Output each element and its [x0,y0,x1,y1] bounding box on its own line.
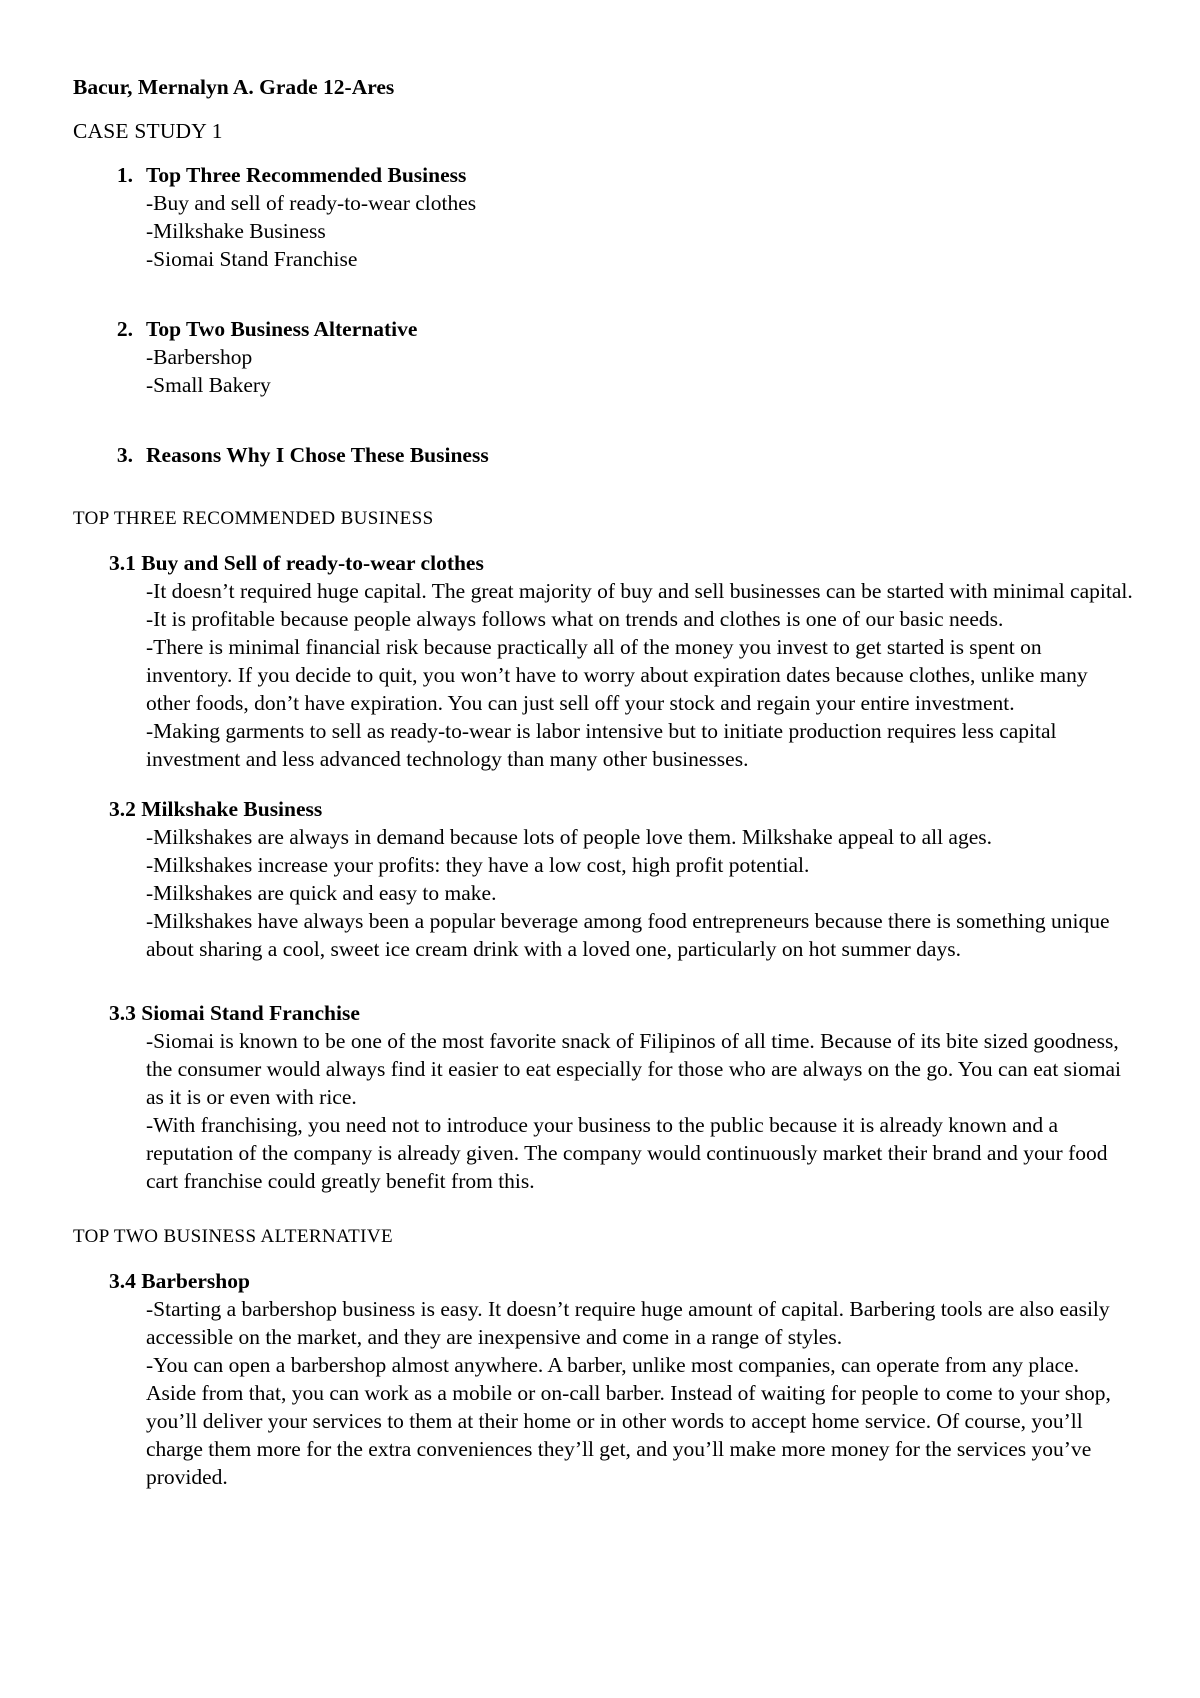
list-subitem: -Milkshake Business [146,219,326,243]
paragraph: -With franchising, you need not to introduce your business to the public because it is already known and a reputation of the company is already given. The company would continuously market their brand and your food cart franchise could greatly benefit from this. [146,1113,1108,1193]
list-subitem: -Buy and sell of ready-to-wear clothes [146,191,477,215]
paragraph: -It is profitable because people always follows what on trends and clothes is one of our basic needs. [146,607,1004,631]
numbered-list [73,161,1133,469]
subsection-title-barbershop: 3.4 Barbershop [109,1269,250,1293]
list-number: 2. [116,317,133,341]
document-content [73,73,1133,1491]
list-subitem: -Siomai Stand Franchise [146,247,358,271]
paragraph: -There is minimal financial risk because practically all of the money you invest to get started is spent on inventory. If you decide to quit, you won’t have to worry about expiration dates because clothes, unlike many other foods, don’t have expiration. You can just sell off your stock and regain your entire investment. [146,635,1088,715]
paragraph: -You can open a barbershop almost anywhere. A barber, unlike most companies, can operate from any place. Aside from that, you can work as a mobile or on-call barber. Instead of waiting for people to come to your shop, you’ll deliver your services to them at their home or in other words to accept home service. Of course, you’ll charge them more for the extra conveniences they’ll get, and you’ll make more money for the services you’ve provided. [146,1353,1111,1489]
list-item-subitems [146,343,1133,399]
list-subitem: -Barbershop [146,345,253,369]
list-item-3 [73,441,1133,469]
list-item-subitems [146,189,1133,273]
paragraph: -Making garments to sell as ready-to-wear is labor intensive but to initiate production requires less capital investment and less advanced technology than many other businesses. [146,719,1057,771]
paragraph: -Milkshakes are quick and easy to make. [146,881,497,905]
list-item-1 [73,161,1133,273]
paragraph: -Starting a barbershop business is easy. It doesn’t require huge amount of capital. Barbering tools are also easily accessible on the market, and they are inexpensive and come in a range of styles. [146,1297,1110,1349]
case-study-title: CASE STUDY 1 [73,119,223,143]
section-heading-recommended: TOP THREE RECOMMENDED BUSINESS [73,508,434,529]
list-item-title: Reasons Why I Chose These Business [146,443,489,467]
student-name-line: Bacur, Mernalyn A. Grade 12-Ares [73,75,395,99]
subsection-title-clothes: 3.1 Buy and Sell of ready-to-wear clothes [109,551,484,575]
list-item-2 [73,315,1133,399]
list-item-title: Top Two Business Alternative [146,317,418,341]
paragraph: -Milkshakes are always in demand because lots of people love them. Milkshake appeal to all ages. [146,825,993,849]
subsection-title-siomai: 3.3 Siomai Stand Franchise [109,1001,360,1025]
list-number: 1. [116,163,133,187]
list-subitem: -Small Bakery [146,373,271,397]
list-number: 3. [116,443,133,467]
paragraph: -Milkshakes increase your profits: they have a low cost, high profit potential. [146,853,810,877]
paragraph: -Siomai is known to be one of the most favorite snack of Filipinos of all time. Because of its bite sized goodness, the consumer would always find it easier to eat especially for those who are always on the go. You can eat siomai as it is or even with rice. [146,1029,1121,1109]
paragraph: -Milkshakes have always been a popular beverage among food entrepreneurs because there is something unique about sharing a cool, sweet ice cream drink with a loved one, particularly on hot summer days. [146,909,1110,961]
paragraph: -It doesn’t required huge capital. The great majority of buy and sell businesses can be started with minimal capital. [146,579,1133,603]
list-item-title: Top Three Recommended Business [146,163,467,187]
subsection-title-milkshake: 3.2 Milkshake Business [109,797,323,821]
section-heading-alternative: TOP TWO BUSINESS ALTERNATIVE [73,1226,393,1247]
